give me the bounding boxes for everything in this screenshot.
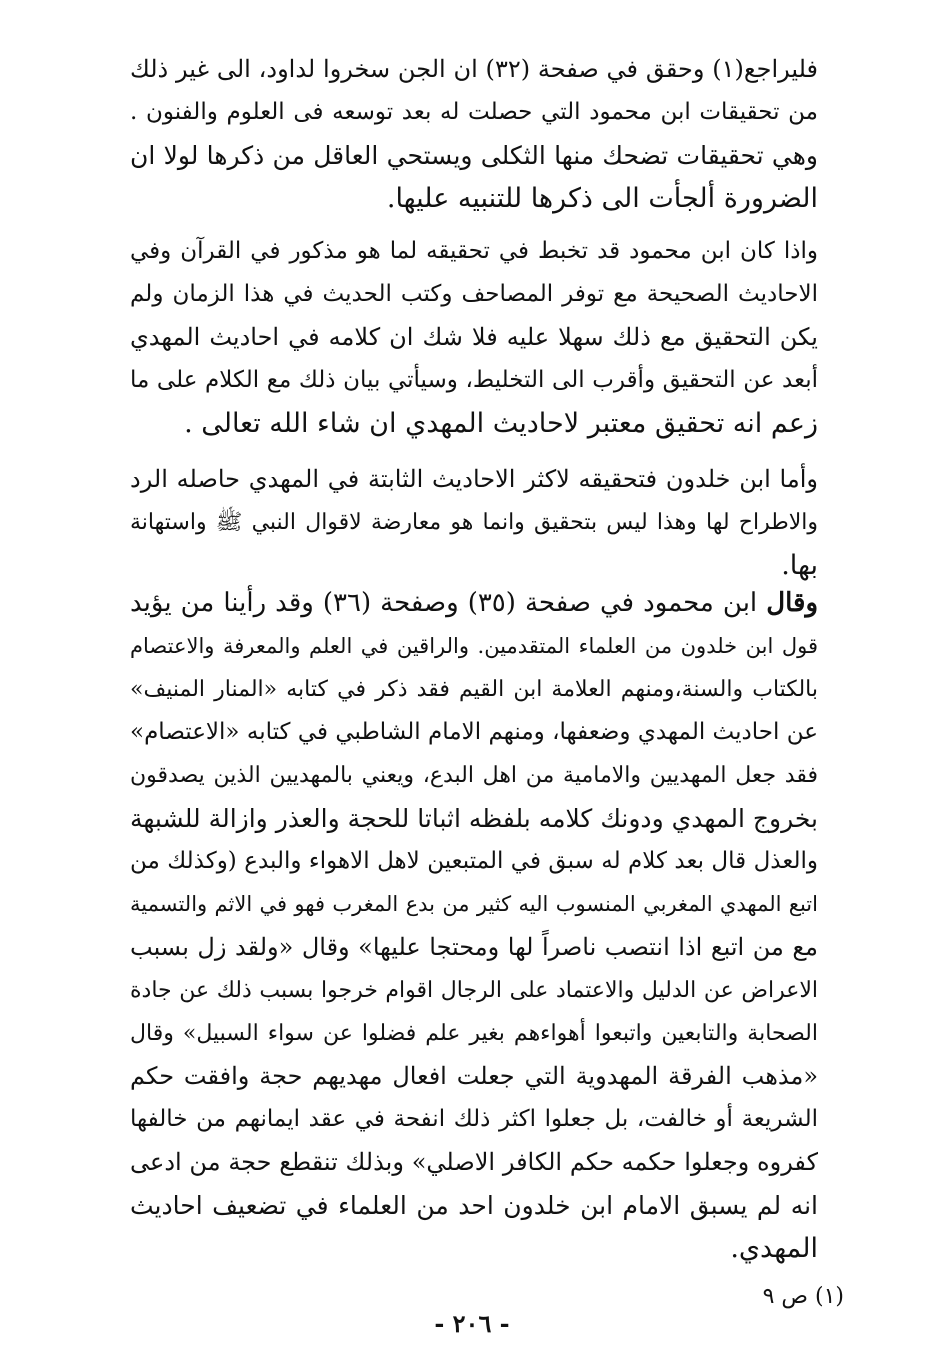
text-line: والاطراح لها وهذا ليس بتحقيق وانما هو معارضة لاقوال النبي ﷺ واستهانة bbox=[130, 510, 818, 535]
text-line: واذا كان ابن محمود قد تخبط في تحقيقه لما هو مذكور في القرآن وفي bbox=[130, 238, 818, 264]
paragraph-3 bbox=[130, 458, 818, 587]
text-line: انه لم يسبق الامام ابن خلدون احد من العلماء في تضعيف احاديث bbox=[130, 1191, 818, 1220]
text-line: بخروج المهدي ودونك كلامه بلفظه اثباتا للحجة والعذر وازالة للشبهة bbox=[130, 804, 818, 833]
text-line: وأما ابن خلدون فتحقيقه لاكثر الاحاديث الثابتة في المهدي حاصله الرد bbox=[130, 465, 818, 493]
paragraph-4 bbox=[130, 582, 818, 1270]
text-line: من تحقيقات ابن محمود التي حصلت له بعد توسعه فى العلوم والفنون . bbox=[130, 99, 818, 125]
text-line: الشريعة أو خالفت، بل جعلوا اكثر ذلك انفحة في عقد ايمانهم من خالفها bbox=[130, 1106, 818, 1132]
text-line: يكن التحقيق مع ذلك سهلا عليه فلا شك ان كلامه في احاديث المهدي bbox=[130, 323, 818, 351]
text-line: الاعراض عن الدليل والاعتماد على الرجال اقوام خرجوا بسبب ذلك عن جادة bbox=[130, 978, 818, 1003]
text-line: زعم انه تحقيق معتبر لاحاديث المهدي ان شاء الله تعالى . bbox=[184, 408, 818, 439]
text-line: المهدي. bbox=[730, 1233, 818, 1264]
text-line: كفروه وجعلوا حكمه حكم الكافر الاصلي» وبذلك تنقطع حجة من ادعى bbox=[130, 1148, 818, 1176]
text-line: فقد جعل المهديين والامامية من اهل البدع، ويعني بالمهديين الذين يصدقون bbox=[130, 763, 818, 788]
paragraph-1 bbox=[130, 48, 818, 220]
lead-word: وقال bbox=[766, 588, 818, 618]
text-line: وهي تحقيقات تضحك منها الثكلى ويستحي العاقل من ذكرها لولا ان bbox=[130, 141, 818, 170]
text-line: الضرورة ألجأت الى ذكرها للتنبيه عليها. bbox=[386, 183, 818, 214]
text-line: اتبع المهدي المغربي المنسوب اليه كثير من بدع المغرب فهو في الاثم والتسمية bbox=[130, 892, 818, 916]
text-line: بها. bbox=[781, 550, 818, 581]
footnote: (١) ص ٩ bbox=[762, 1284, 844, 1309]
text-line: مع من اتبع اذا انتصب ناصراً لها ومحتجا عليها» وقال «ولقد زل بسبب bbox=[130, 933, 818, 961]
text-line: «مذهب الفرقة المهدوية التي جعلت افعال مهديهم حجة وافقت حكم bbox=[130, 1062, 818, 1090]
text-line: أبعد عن التحقيق وأقرب الى التخليط، وسيأتي بيان ذلك مع الكلام على ما bbox=[130, 367, 818, 393]
text-line: الاحاديث الصحيحة مع توفر المصاحف وكتب الحديث في هذا الزمان ولم bbox=[130, 281, 818, 307]
text-line: قول ابن خلدون من العلماء المتقدمين. والراقين في العلم والمعرفة والاعتصام bbox=[130, 634, 818, 658]
text-line: الصحابة والتابعين واتبعوا أهواءهم بغير علم فضلوا عن سواء السبيل» وقال bbox=[130, 1021, 818, 1046]
first-line-text: ابن محمود في صفحة (٣٥) وصفحة (٣٦) وقد رأينا من يؤيد bbox=[130, 588, 767, 618]
text-line: عن احاديث المهدي وضعفها، ومنهم الامام الشاطبي في كتابه «الاعتصام» bbox=[130, 719, 818, 745]
paragraph-2 bbox=[130, 230, 818, 445]
text-line-first bbox=[130, 582, 818, 625]
text-line: والعذل قال بعد كلام له سبق في المتبعين لاهل الاهواء والبدع (وكذلك من bbox=[130, 848, 818, 874]
text-line: فليراجع(١) وحقق في صفحة (٣٢) ان الجن سخروا لداود، الى غير ذلك bbox=[130, 55, 818, 83]
page-number: - ٢٠٦ - bbox=[434, 1309, 510, 1338]
text-line: بالكتاب والسنة،ومنهم العلامة ابن القيم فقد ذكر في كتابه «المنار المنيف» bbox=[130, 677, 818, 702]
